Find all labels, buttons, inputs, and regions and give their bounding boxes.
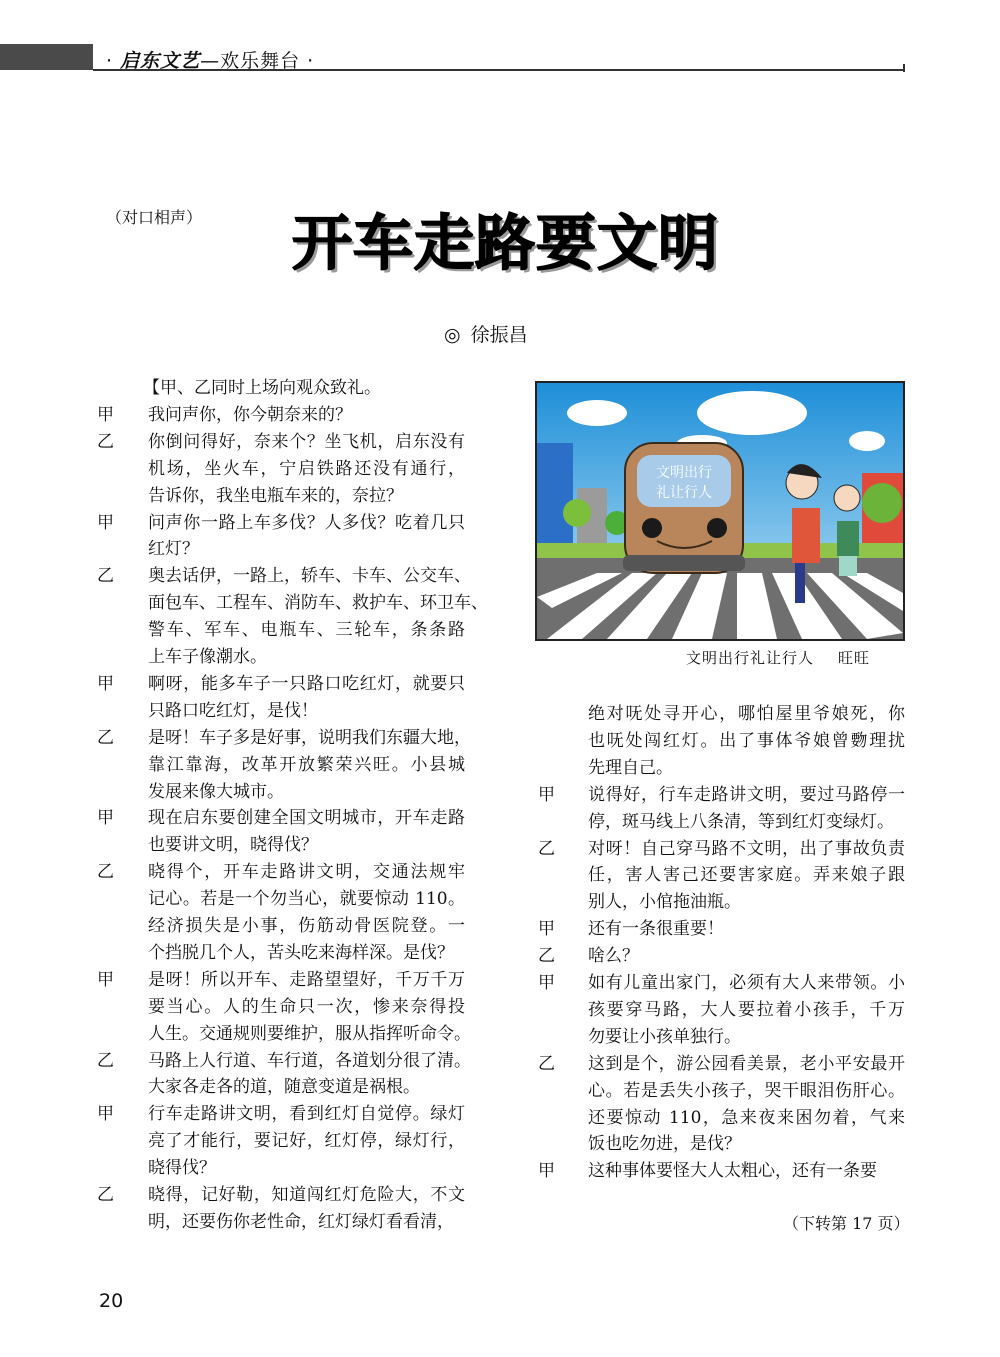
car [623,443,745,573]
running-header [106,46,314,73]
speaker-label: 甲 [97,404,114,425]
dialogue-line: 只路口吃红灯，是伐！ [148,700,318,721]
speaker-label: 乙 [538,946,555,967]
dialogue-line: 心。若是丢失小孩子，哭干眼泪伤肝心。 [588,1080,905,1101]
car-sign-line1: 文明出行 [656,465,712,481]
illustration-caption [686,647,870,668]
dialogue-line: 晓得伐？ [148,1158,216,1179]
speaker-label: 甲 [538,919,555,940]
page-number: 20 [99,1290,124,1312]
dialogue-line: 这到是个，游公园看美景，老小平安最开 [588,1053,905,1074]
dialogue-line: 大家各走各的道，随意变道是祸根。 [148,1077,420,1098]
dialogue-line: 【甲、乙同时上场向观众致礼。 [143,378,381,398]
speaker-label: 乙 [97,1050,114,1071]
dialogue-line: 我问声你，你今朝奈来的？ [148,404,352,425]
author-name: 徐振昌 [470,324,528,346]
dialogue-line: 也呒处闯红灯。出了事体爷娘曾覅理扰 [588,730,905,751]
article-title: 开车走路要文明 [292,209,719,279]
header-rule-tick [903,64,905,72]
dialogue-line: 靠江靠海，改革开放繁荣兴旺。小县城 [148,754,465,775]
dialogue-line: 记心。若是一个勿当心，就要惊动 110。 [148,889,465,910]
speaker-label: 乙 [97,727,114,748]
dialogue-line: 停，斑马线上八条清，等到红灯变绿灯。 [588,811,894,832]
dialogue-line: 这种事体要怪大人太粗心，还有一条要 [588,1161,877,1182]
dialogue-line: 现在启东要创建全国文明城市，开车走路 [148,808,465,829]
caption-artist: 旺旺 [838,649,871,667]
dialogue-line: 勿要让小孩单独行。 [588,1026,741,1047]
speaker-label: 乙 [538,1053,555,1074]
dialogue-line: 晓得，记好勒，知道闯红灯危险大，不文 [148,1185,465,1205]
cartoon-illustration [535,381,905,641]
speaker-label: 乙 [97,431,114,452]
dialogue-line: 啥么？ [588,946,639,967]
dialogue-line: 对呀！自己穿马路不文明，出了事故负责 [588,838,905,859]
cartoon-drawing [537,383,903,639]
speaker-label: 甲 [97,1104,114,1125]
dialogue-line: 啊呀，能多车子一只路口吃红灯，就要只 [148,673,465,694]
dialogue-line: 说得好，行车走路讲文明，要过马路停一 [588,784,905,805]
header-bar [0,44,93,70]
dialogue-line: 还有一条很重要！ [588,919,724,940]
dialogue-line: 晓得个，开车走路讲文明，交通法规牢 [148,862,465,883]
speaker-label: 甲 [538,784,555,805]
dialogue-line: 饭也吃勿进，是伐？ [588,1134,741,1155]
speaker-label: 乙 [97,566,114,587]
header-section-name: 欢乐舞台 [220,50,301,72]
building-blue [537,443,573,553]
header-bullet-left: · [106,50,114,72]
speaker-label: 甲 [97,512,114,533]
dialogue-line: 是呀！所以开车、走路望望好，千万千万 [148,969,465,990]
dialogue-line: 明，还要伤你老性命，红灯绿灯看看清， [148,1211,454,1232]
dialogue-line: 先理自己。 [588,757,673,778]
header-column-name: 启东文艺 [120,50,201,72]
caption-text: 文明出行礼让行人 [686,649,815,667]
byline-mark-icon: ◎ [444,324,461,346]
dialogue-line: 是呀！车子多是好事，说明我们东疆大地， [148,727,471,748]
dialogue-line: 绝对呒处寻开心，哪怕屋里爷娘死，你 [588,704,905,724]
dialogue-line: 马路上人行道、车行道，各道划分很了清。 [148,1050,471,1071]
speaker-label: 甲 [97,969,114,990]
dialogue-line: 行车走路讲文明，看到红灯自觉停。绿灯 [148,1104,465,1125]
dialogue-line: 告诉你，我坐电瓶车来的，奈拉？ [148,485,403,506]
speaker-label: 甲 [538,1161,555,1182]
dialogue-line: 任，害人害己还要害家庭。弄来娘子跟 [588,865,905,886]
speaker-label: 乙 [538,838,555,859]
dialogue-line: 警车、军车、电瓶车、三轮车，条条路 [148,620,465,641]
dialogue-line: 面包车、工程车、消防车、救护车、环卫车、 [148,593,488,614]
dialogue-line: 上车子像潮水。 [148,647,267,667]
dialogue-line: 亮了才能行，要记好，红灯停，绿灯行， [148,1131,465,1152]
dialogue-line: 也要讲文明，晓得伐？ [148,835,318,856]
continued-note: （下转第 17 页） [783,1214,910,1233]
speaker-label: 甲 [538,973,555,993]
dialogue-line: 你倒问得好，奈来个？坐飞机，启东没有 [148,431,465,452]
speaker-label: 乙 [97,1185,114,1205]
dialogue-line: 发展来像大城市。 [148,781,284,802]
dialogue-line: 如有儿童出家门，必须有大人来带领。小 [588,973,905,993]
speaker-label: 甲 [97,673,114,694]
dialogue-line: 经济损失是小事，伤筋动骨医院登。一 [148,916,465,936]
dialogue-line: 机场，坐火车，宁启铁路还没有通行， [148,458,465,479]
header-dash: — [200,50,221,72]
speaker-label: 乙 [97,862,114,883]
dialogue-line: 别人，小倌拖油瓶。 [588,892,741,913]
dialogue-line: 还要惊动 110，急来夜来困勿着，气来 [588,1107,905,1128]
dialogue-line: 问声你一路上车多伐？人多伐？吃着几只 [148,512,465,533]
car-sign-line2: 礼让行人 [656,485,712,501]
dialogue-line: 孩要穿马路，大人要拉着小孩手，千万 [588,999,905,1020]
author-byline [444,320,528,347]
header-bullet-right: · [307,50,315,72]
genre-label: （对口相声） [106,208,203,227]
dialogue-line: 要当心。人的生命只一次，惨来奈得投 [148,996,465,1017]
dialogue-line: 个挡脱几个人，苦头吃来海样深。是伐？ [148,942,454,963]
speaker-label: 甲 [97,808,114,829]
dialogue-line: 奥去话伊，一路上，轿车、卡车、公交车、 [148,566,471,587]
dialogue-line: 人生。交通规则要维护，服从指挥听命令。 [148,1023,471,1044]
dialogue-line: 红灯？ [148,539,199,560]
